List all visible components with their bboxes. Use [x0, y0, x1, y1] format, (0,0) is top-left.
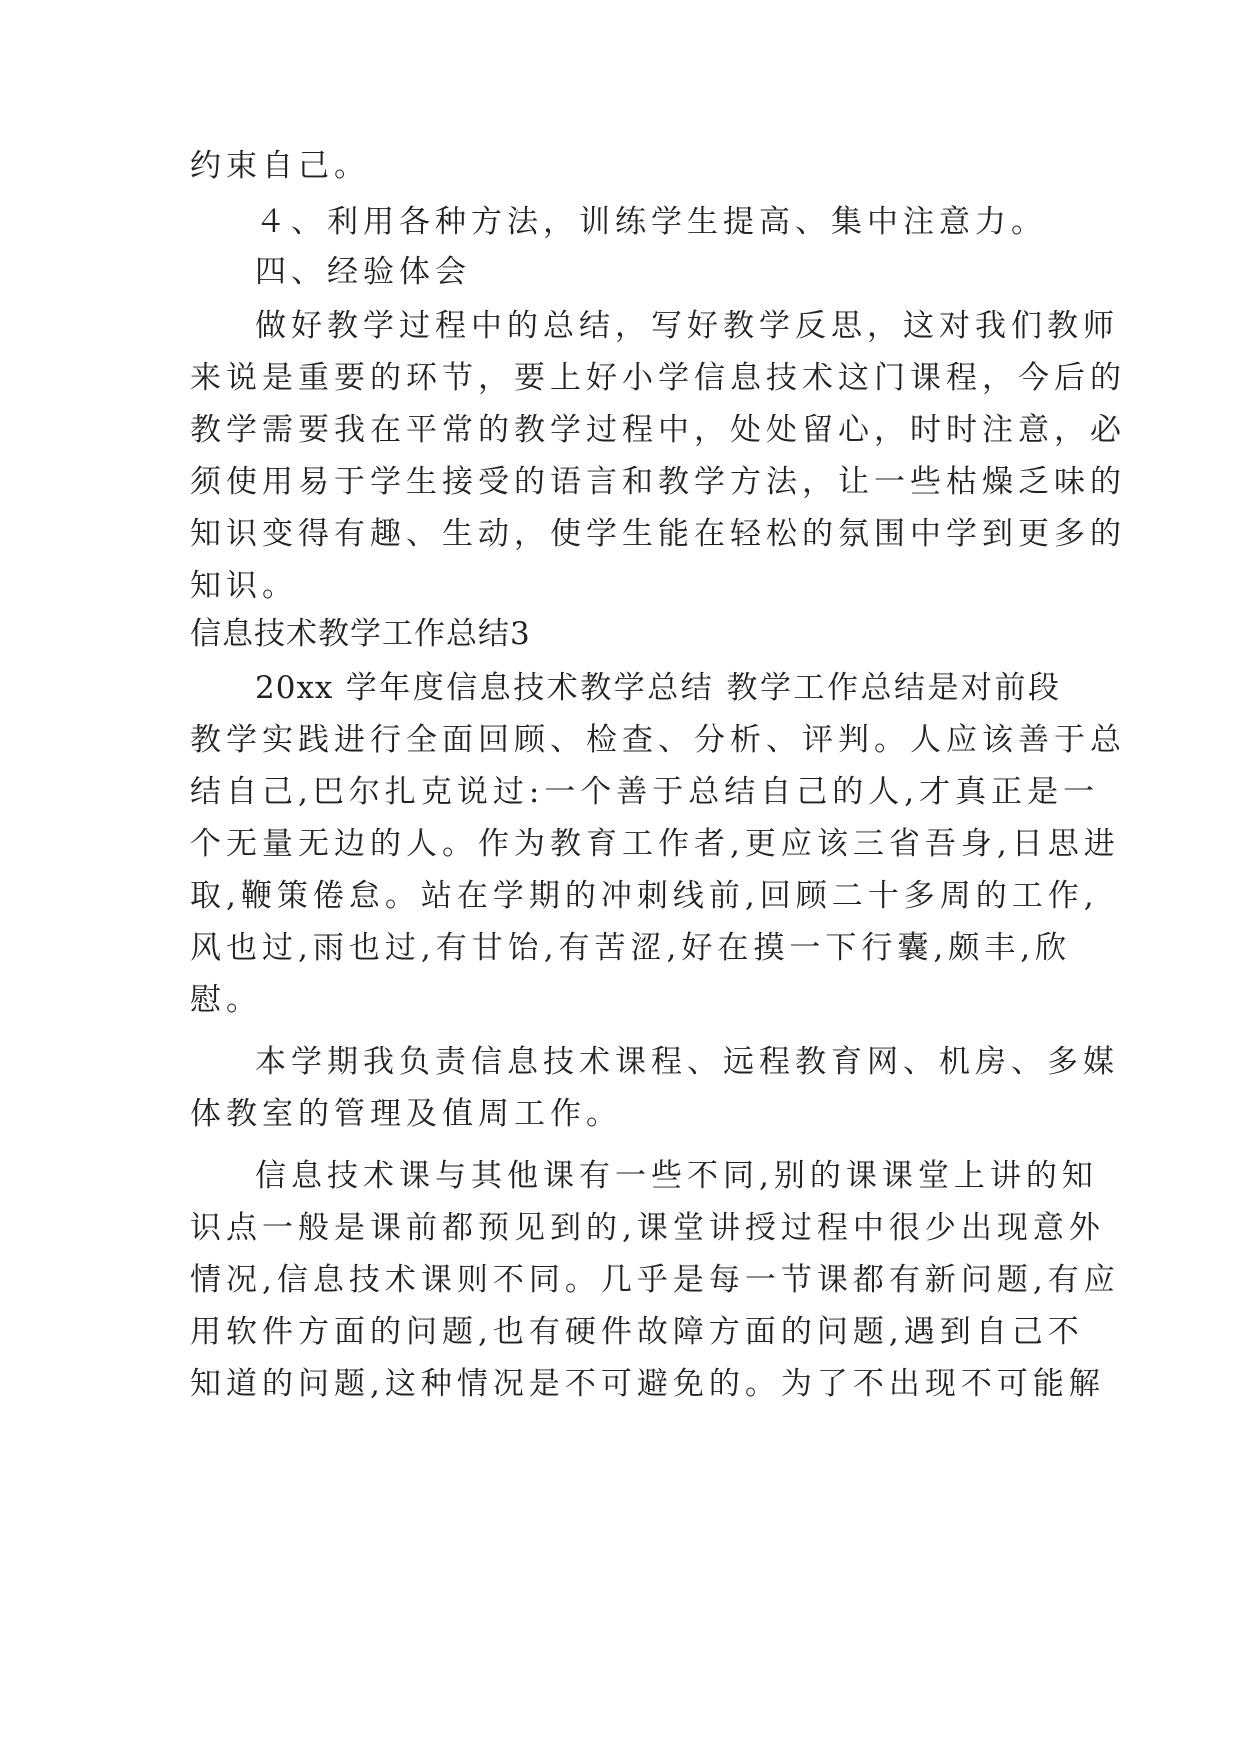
text-line-23: 用软件方面的问题,也有硬件故障方面的问题,遇到自己不: [190, 1314, 1084, 1350]
section-title-summary-3: 信息技术教学工作总结3: [190, 616, 531, 652]
text-line-18: 本学期我负责信息技术课程、远程教育网、机房、多媒: [255, 1044, 1119, 1080]
text-line-8: 知识变得有趣、生动，使学生能在轻松的氛围中学到更多的: [190, 516, 1126, 552]
text-line-1: 约束自己。: [190, 148, 370, 184]
text-line-4: 做好教学过程中的总结，写好教学反思，这对我们教师: [255, 308, 1119, 344]
text-line-15: 取,鞭策倦怠。站在学期的冲刺线前,回顾二十多周的工作,: [190, 878, 1099, 914]
text-line-11: 20xx 学年度信息技术教学总结 教学工作总结是对前段: [255, 670, 1060, 706]
text-line-24: 知道的问题,这种情况是不可避免的。为了不出现不可能解: [190, 1366, 1105, 1402]
text-line-5: 来说是重要的环节，要上好小学信息技术这门课程，今后的: [190, 360, 1126, 396]
text-line-14: 个无量无边的人。作为教育工作者,更应该三省吾身,日思进: [190, 826, 1120, 862]
text-line-17: 慰。: [190, 982, 262, 1018]
text-line-19: 体教室的管理及值周工作。: [190, 1096, 622, 1132]
section-heading-experience: 四、经验体会: [255, 254, 471, 290]
text-line-2: ４、利用各种方法，训练学生提高、集中注意力。: [255, 204, 1047, 240]
text-line-7: 须使用易于学生接受的语言和教学方法，让一些枯燥乏味的: [190, 464, 1126, 500]
text-line-20: 信息技术课与其他课有一些不同,别的课课堂上讲的知: [255, 1158, 1098, 1194]
text-line-22: 情况,信息技术课则不同。几乎是每一节课都有新问题,有应: [190, 1262, 1120, 1298]
text-line-16: 风也过,雨也过,有甘饴,有苦涩,好在摸一下行囊,颇丰,欣: [190, 930, 1072, 966]
text-line-9: 知识。: [190, 568, 298, 604]
text-line-12: 教学实践进行全面回顾、检查、分析、评判。人应该善于总: [190, 722, 1126, 758]
text-line-13: 结自己,巴尔扎克说过:一个善于总结自己的人,才真正是一: [190, 774, 1100, 810]
text-line-21: 识点一般是课前都预见到的,课堂讲授过程中很少出现意外: [190, 1210, 1105, 1246]
text-line-6: 教学需要我在平常的教学过程中，处处留心，时时注意，必: [190, 412, 1126, 448]
